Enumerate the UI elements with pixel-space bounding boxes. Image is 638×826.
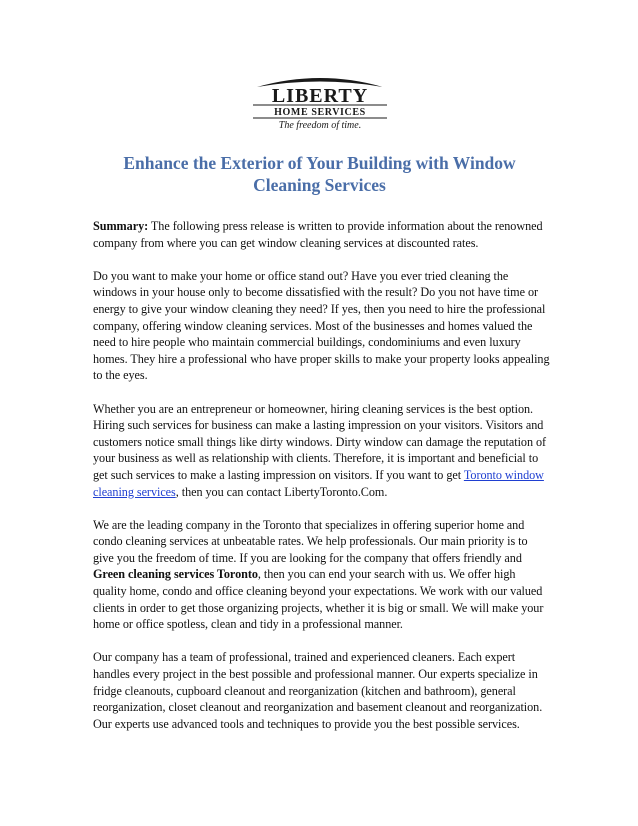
company-paragraph (93, 517, 551, 633)
team-paragraph: Our company has a team of professional, trained and experienced cleaners. Each expert handles every project in the best possible and professional manner. Our experts specialize in fridge cleanouts, cupboard cleanout and reorganization (kitchen and bathroom), general reorganization, closet cleanout and reorganization and basement cleanout and reorganization. Our experts use advanced tools and techniques to provide you the best possible services. (93, 650, 543, 731)
logo-wordmark: LIBERTY (271, 85, 369, 107)
green-cleaning-keyword: Green cleaning services Toronto (93, 567, 258, 582)
summary-paragraph (93, 218, 551, 251)
summary-label: Summary: (93, 219, 149, 233)
liberty-logo (247, 72, 393, 130)
toronto-window-cleaning-link[interactable]: Toronto window cleaning services (93, 467, 544, 499)
services-paragraph (93, 401, 551, 501)
logo-graphic (247, 72, 393, 130)
logo-subtitle: HOME SERVICES (274, 107, 366, 118)
article-body (93, 218, 551, 749)
intro-paragraph: Do you want to make your home or office stand out? Have you ever tried cleaning the windows in your house only to become dissatisfied with the result? Do you not have time or energy to give your window cleaning they need? If yes, then you need to hire the professional company, offering window cleaning services. Most of the businesses and homes valued the need to hire people who maintain commercial buildings, condominiums and even luxury homes. They hire a professional who have proper skills to make your property looks appealing to the eyes. (93, 268, 550, 383)
services-text-after: , then you can contact LibertyToronto.Com. (175, 484, 388, 499)
page-title: Enhance the Exterior of Your Building with Window Cleaning Services (123, 153, 516, 195)
services-text-before: Whether you are an entrepreneur or homeowner, hiring cleaning services is the best option. Hiring such services for business can make a lasting impression on your visitors. Visitors and customers notice small things like dirty windows. Dirty window can damage the reputation of your business as well as relationship with clients. Therefore, it is important and beneficial to get such services to make a lasting impression on visitors. If you want to get (93, 401, 547, 482)
company-text-after: , then you can end your search with us. We offer high quality home, condo and office cleaning beyond your expectations. We work with our valued clients in order to get those organizing projects, whether it is big or small. We will make your home or office spotless, clean and tidy in a professional manner. (93, 567, 544, 632)
company-text-before: We are the leading company in the Toronto that specializes in offering superior home and condo cleaning services at unbeatable rates. We help professionals. Our main priority is to give you the freedom of time. If you are looking for the company that offers friendly and (93, 517, 528, 565)
logo-tagline: The freedom of time. (278, 120, 362, 130)
summary-text: The following press release is written to provide information about the renowned company from where you can get window cleaning services at discounted rates. (93, 219, 543, 250)
